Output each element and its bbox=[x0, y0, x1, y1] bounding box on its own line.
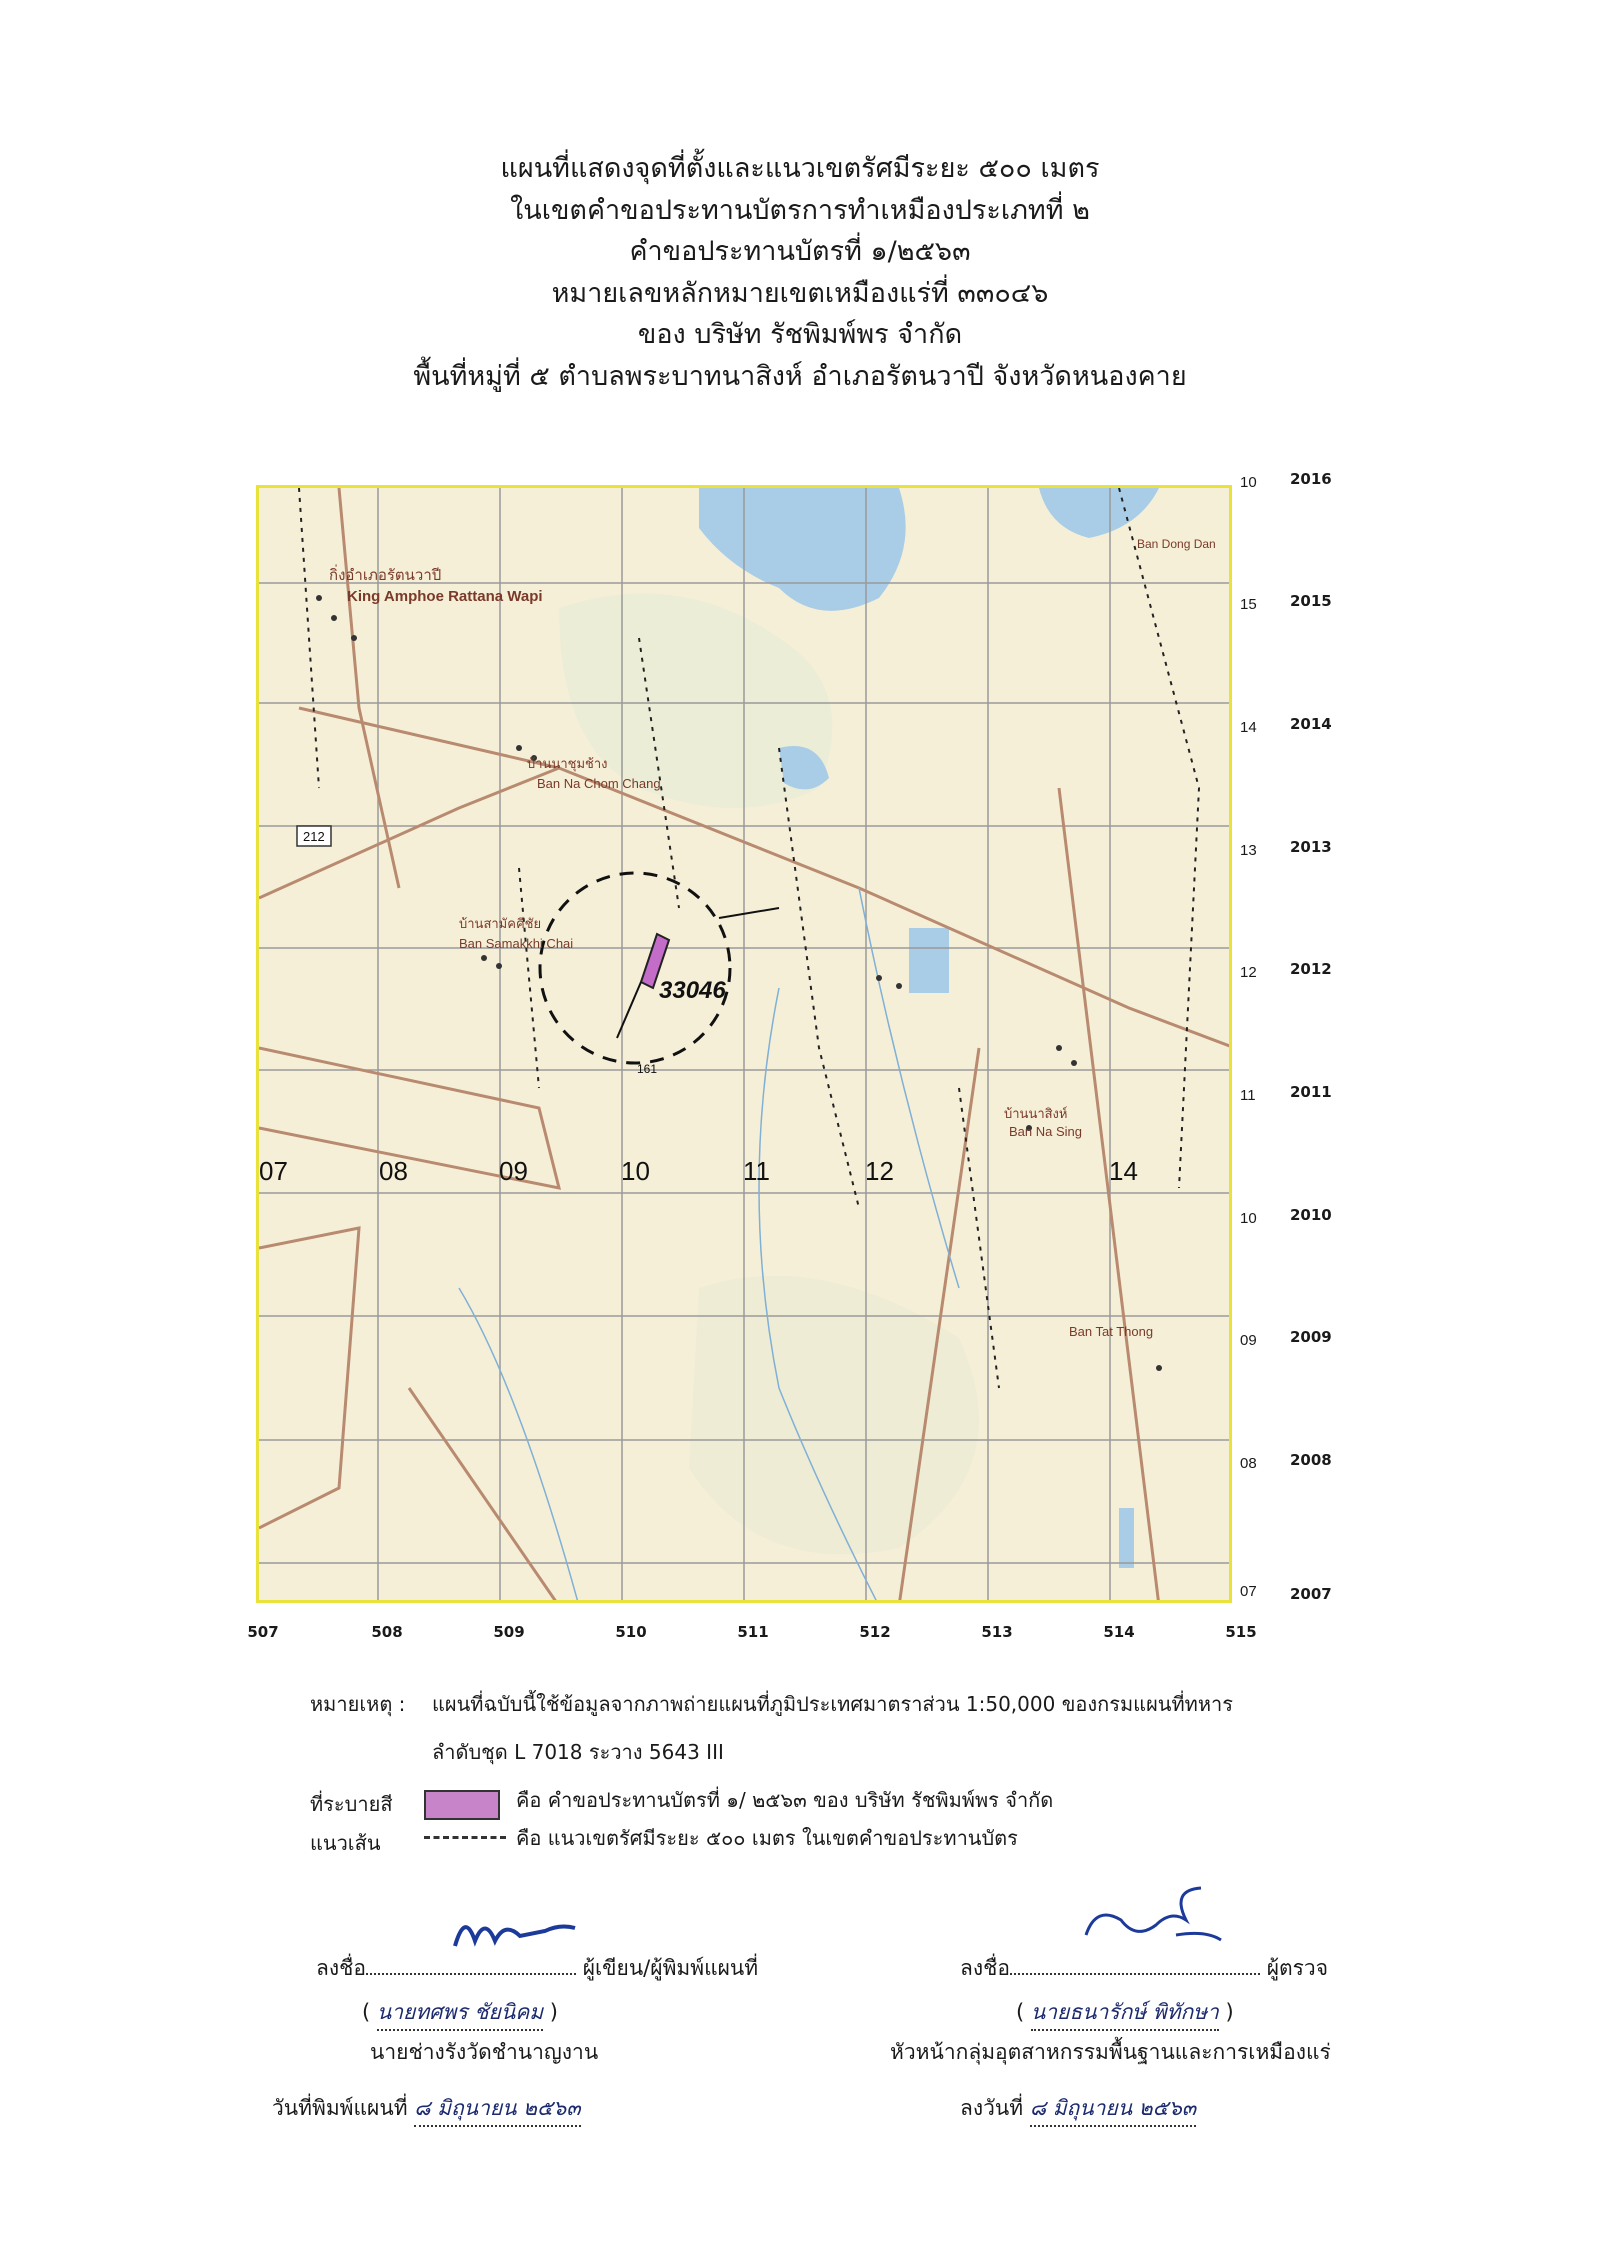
y-axis-label: 2016 bbox=[1290, 470, 1332, 488]
legend-fill-swatch bbox=[424, 1790, 500, 1820]
pond bbox=[1119, 1508, 1134, 1568]
y-inner-label: 09 bbox=[1240, 1332, 1257, 1349]
signature-right-scribble bbox=[1076, 1880, 1226, 1960]
sign-label: ลงชื่อ bbox=[960, 1956, 1010, 1980]
sign-label: ลงชื่อ bbox=[316, 1956, 366, 1980]
map-canvas bbox=[259, 488, 1232, 1603]
grid-label: 14 bbox=[1109, 1156, 1138, 1186]
title-line-6: พื้นที่หมู่ที่ ๕ ตำบลพระบาทนาสิงห์ อำเภอรัตนวาปี จังหวัดหนองคาย bbox=[413, 360, 1187, 392]
y-inner-label: 07 bbox=[1240, 1583, 1257, 1600]
x-axis-label: 508 bbox=[371, 1623, 403, 1641]
signer-name: นายทศพร ชัยนิคม bbox=[377, 1996, 543, 2031]
place-label-th: บ้านนาชุมช้าง bbox=[527, 756, 608, 771]
place-label-th: กิ่งอำเภอรัตนวาปี bbox=[329, 567, 442, 584]
title-line-2: ในเขตคำขอประทานบัตรการทำเหมืองประเภทที่ ๒ bbox=[510, 194, 1090, 226]
inspect-date: ๘ มิถุนายน ๒๕๖๓ bbox=[1030, 2092, 1196, 2127]
signer-position: หัวหน้ากลุ่มอุตสาหกรรมพื้นฐานและการเหมืองแร่ bbox=[890, 2040, 1331, 2064]
y-axis-label: 2013 bbox=[1290, 838, 1332, 856]
y-axis-label: 2009 bbox=[1290, 1328, 1332, 1346]
grid-label: 09 bbox=[499, 1156, 528, 1186]
signature-right-line bbox=[960, 1952, 1328, 1985]
topographic-map bbox=[256, 485, 1232, 1603]
remark-text: แผนที่ฉบับนี้ใช้ข้อมูลจากภาพถ่ายแผนที่ภูมิประเทศมาตราส่วน 1:50,000 ของกรมแผนที่ทหาร bbox=[432, 1692, 1233, 1716]
place-label-en: Ban Samakkhi Chai bbox=[459, 936, 574, 951]
y-axis-label: 2010 bbox=[1290, 1206, 1332, 1224]
legend-line-label: แนวเส้น bbox=[310, 1831, 381, 1855]
place-label-th: บ้านสามัคคีชัย bbox=[459, 916, 542, 931]
title-line-4: หมายเลขหลักหมายเขตเหมืองแร่ที่ ๓๓๐๔๖ bbox=[551, 277, 1049, 309]
y-inner-label: 08 bbox=[1240, 1455, 1257, 1472]
signature-left-scribble bbox=[450, 1906, 580, 1956]
print-date-label: วันที่พิมพ์แผนที่ bbox=[272, 2096, 408, 2120]
legend-line-text: คือ แนวเขตรัศมีระยะ ๕๐๐ เมตร ในเขตคำขอประทานบัตร bbox=[516, 1826, 1018, 1850]
signer-role: ผู้ตรวจ bbox=[1266, 1956, 1329, 1980]
inspect-date-label: ลงวันที่ bbox=[960, 2096, 1024, 2120]
y-axis-label: 2008 bbox=[1290, 1451, 1332, 1469]
y-axis-label: 2014 bbox=[1290, 715, 1332, 733]
signature-dots bbox=[366, 1973, 576, 1975]
signature-dots bbox=[1010, 1973, 1260, 1975]
road-number: 212 bbox=[303, 829, 325, 844]
signer-name-line: ( นายทศพร ชัยนิคม ) bbox=[362, 1996, 558, 2031]
x-axis-label: 515 bbox=[1225, 1623, 1257, 1641]
y-axis-label: 2015 bbox=[1290, 592, 1332, 610]
y-axis-label: 2011 bbox=[1290, 1083, 1332, 1101]
y-inner-label: 15 bbox=[1240, 596, 1257, 613]
signer-name-line: ( นายธนารักษ์ พิทักษา ) bbox=[1016, 1996, 1234, 2031]
place-label-en: Ban Na Sing bbox=[1009, 1124, 1082, 1139]
road-number: 161 bbox=[637, 1062, 658, 1076]
grid-label: 07 bbox=[259, 1156, 288, 1186]
remark-text-2: ลำดับชุด L 7018 ระวาง 5643 III bbox=[432, 1740, 724, 1764]
place-label-en: Ban Dong Dan bbox=[1137, 537, 1216, 551]
grid-label: 10 bbox=[621, 1156, 650, 1186]
y-inner-label: 13 bbox=[1240, 842, 1257, 859]
pond bbox=[909, 928, 949, 993]
signer-name: นายธนารักษ์ พิทักษา bbox=[1031, 1996, 1219, 2031]
print-date-line bbox=[272, 2092, 581, 2127]
y-inner-label: 14 bbox=[1240, 719, 1257, 736]
y-axis-label: 2007 bbox=[1290, 1585, 1332, 1603]
y-inner-label: 10 bbox=[1240, 1210, 1257, 1227]
grid-label: 12 bbox=[865, 1156, 894, 1186]
signer-role: ผู้เขียน/ผู้พิมพ์แผนที่ bbox=[582, 1956, 759, 1980]
y-inner-label: 11 bbox=[1240, 1087, 1256, 1104]
inspect-date-line bbox=[960, 2092, 1196, 2127]
y-inner-label: 12 bbox=[1240, 964, 1257, 981]
place-label-th: บ้านนาสิงห์ bbox=[1004, 1106, 1068, 1121]
legend-dash-sample bbox=[424, 1836, 506, 1839]
grid-label: 08 bbox=[379, 1156, 408, 1186]
claim-label: 33046 bbox=[659, 977, 726, 1004]
x-axis-label: 513 bbox=[981, 1623, 1013, 1641]
signature-left-line bbox=[316, 1952, 758, 1985]
legend-fill-label: ที่ระบายสี bbox=[310, 1792, 393, 1816]
title-line-3: คำขอประทานบัตรที่ ๑/๒๕๖๓ bbox=[629, 236, 971, 267]
title-line-5: ของ บริษัท รัชพิมพ์พร จำกัด bbox=[637, 319, 963, 350]
remark-label: หมายเหตุ : bbox=[310, 1692, 406, 1716]
x-axis-label: 509 bbox=[493, 1623, 525, 1641]
print-date: ๘ มิถุนายน ๒๕๖๓ bbox=[414, 2092, 580, 2127]
place-label-en: Ban Na Chom Chang bbox=[537, 776, 661, 791]
y-axis-label: 2012 bbox=[1290, 960, 1332, 978]
document-title bbox=[0, 148, 1600, 397]
map-frame bbox=[256, 485, 1232, 1603]
x-axis-label: 512 bbox=[859, 1623, 891, 1641]
grid-label: 11 bbox=[743, 1156, 770, 1186]
signer-position: นายช่างรังวัดชำนาญงาน bbox=[370, 2040, 599, 2064]
x-axis-label: 511 bbox=[737, 1623, 769, 1641]
x-axis-label: 514 bbox=[1103, 1623, 1135, 1641]
place-label-en: Ban Tat Thong bbox=[1069, 1324, 1154, 1339]
x-axis-label: 510 bbox=[615, 1623, 647, 1641]
title-line-1: แผนที่แสดงจุดที่ตั้งและแนวเขตรัศมีระยะ ๕๐๐ เมตร bbox=[500, 153, 1100, 184]
y-inner-label: 10 bbox=[1240, 474, 1257, 491]
x-axis-label: 507 bbox=[247, 1623, 279, 1641]
place-label-en: King Amphoe Rattana Wapi bbox=[347, 588, 543, 605]
legend-fill-text: คือ คำขอประทานบัตรที่ ๑/ ๒๕๖๓ ของ บริษัท รัชพิมพ์พร จำกัด bbox=[516, 1788, 1054, 1812]
